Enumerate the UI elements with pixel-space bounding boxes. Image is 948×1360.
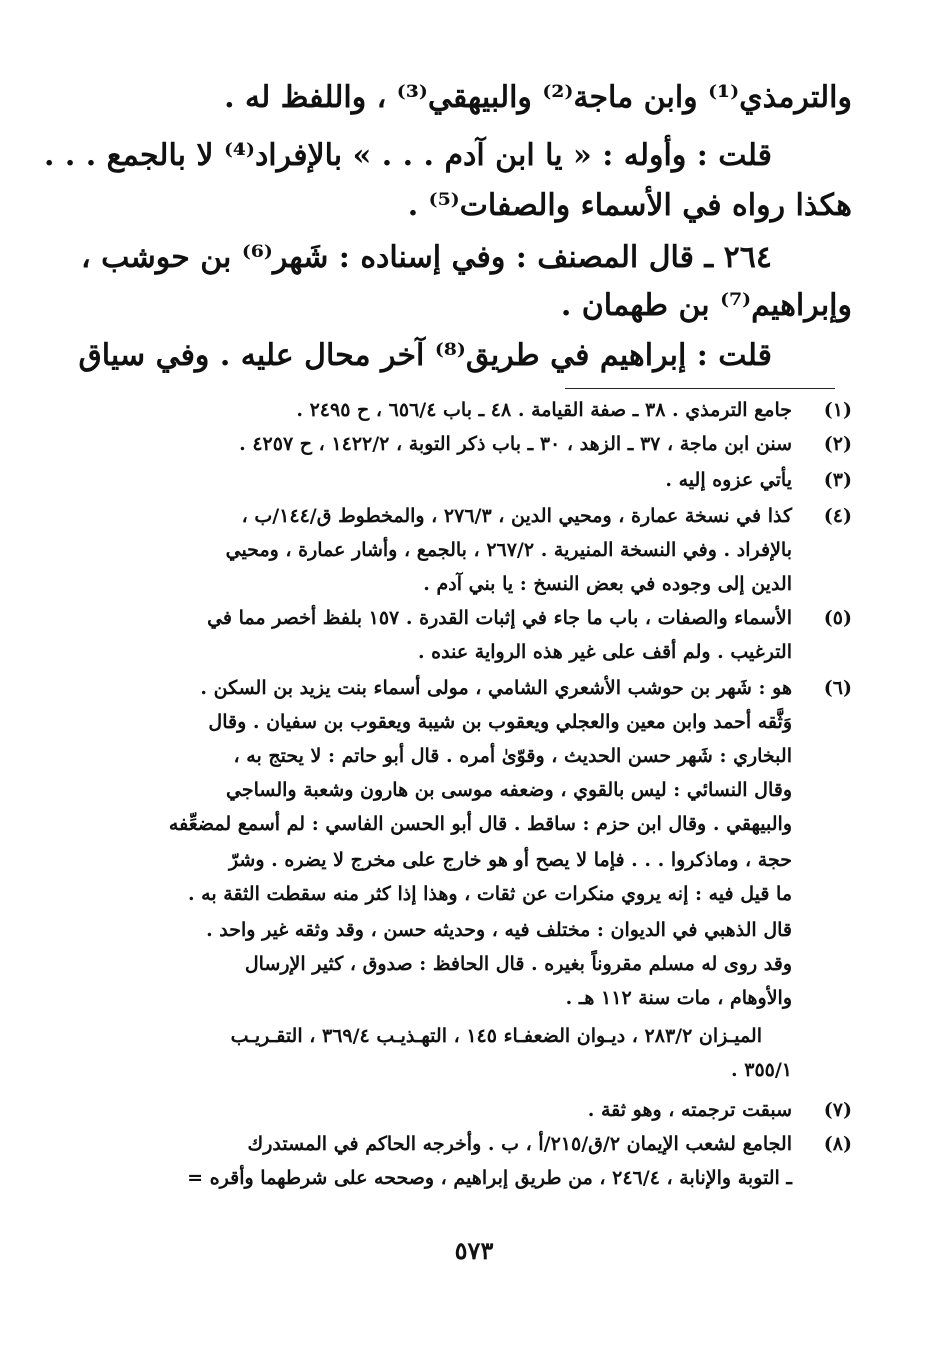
footnote-text: ـ التوبة والإنابة ، ٢٤٦/٤ ، من طريق إبراهيم ، وصححه على شرطهما وأقره =: [187, 1167, 792, 1189]
footnote-text: وقال النسائي : ليس بالقوي ، وضعفه موسى بن هارون وشعبة والساجي: [226, 779, 792, 801]
footnote-text: وقد روى له مسلم مقروناً بغيره . قال الحافظ : صدوق ، كثير الإرسال: [244, 953, 792, 975]
footnote-text: وَثَّقه أحمد وابن معين والعجلي ويعقوب بن شيبة ويعقوب بن سفيان . وقال: [208, 711, 792, 733]
footnote-text: سبقت ترجمته ، وهو ثقة .: [587, 1099, 792, 1121]
footnote-number: (٨): [823, 1133, 852, 1155]
main-line-3: هكذا رواه في الأسماء والصفات⁽⁵⁾ .: [407, 188, 852, 223]
footnote-number: (٥): [823, 607, 852, 629]
main-line-2: قلت : وأوله : « يا ابن آدم . . . » بالإفراد⁽⁴⁾ لا بالجمع . . .: [43, 138, 772, 173]
page-number: ٥٧٣: [454, 1236, 494, 1265]
footnote-text: بالإفراد . وفي النسخة المنيرية . ٢٦٧/٢ ، بالجمع ، وأشار عمارة ، ومحيي: [225, 539, 792, 561]
main-line-5: وإبراهيم⁽⁷⁾ بن طهمان .: [560, 288, 852, 323]
footnote-number: (٧): [823, 1099, 852, 1121]
footnote-text: الأسماء والصفات ، باب ما جاء في إثبات القدرة . ١٥٧ بلفظ أخصر مما في: [207, 607, 792, 629]
footnote-text: حجة ، وماذكروا . . . فإما لا يصح أو هو خارج على مخرج لا يضره . وشرّ: [228, 849, 792, 871]
footnote-text: سنن ابن ماجة ، ٣٧ ـ الزهد ، ٣٠ ـ باب ذكر التوبة ، ١٤٢٢/٢ ، ح ٤٢٥٧ .: [239, 433, 792, 455]
footnote-number: (٣): [823, 469, 852, 491]
main-line-1: والترمذي⁽¹⁾ وابن ماجة⁽²⁾ والبيهقي⁽³⁾ ، واللفظ له .: [224, 80, 852, 115]
footnote-text: الدين إلى وجوده في بعض النسخ : يا بني آدم .: [423, 573, 792, 595]
footnote-text: والبيهقي . وقال ابن حزم : ساقط . قال أبو الحسن الفاسي : لم أسمع لمضعِّفه: [168, 813, 792, 835]
main-line-6: قلت : إبراهيم في طريق⁽⁸⁾ آخر محال عليه . وفي سياق: [78, 338, 772, 373]
footnote-text: البخاري : شَهر حسن الحديث ، وقوّىٰ أمره . قال أبو حاتم : لا يحتج به ،: [233, 745, 792, 767]
footnote-number: (٤): [823, 505, 852, 527]
footnote-text: ما قيل فيه : إنه يروي منكرات عن ثقات ، وهذا إذا كثر منه سقطت الثقة به .: [187, 883, 792, 905]
footnote-text: جامع الترمذي . ٣٨ ـ صفة القيامة . ٤٨ ـ باب ٦٥٦/٤ ، ح ٢٤٩٥ .: [296, 399, 792, 421]
footnote-number: (٦): [823, 677, 852, 699]
footnote-text: الجامع لشعب الإيمان ٢/ق/٢١٥/أ ، ب . وأخرجه الحاكم في المستدرك: [247, 1133, 792, 1155]
footnote-text: كذا في نسخة عمارة ، ومحيي الدين ، ٢٧٦/٣ ، والمخطوط ق/١٤٤/ب ،: [241, 505, 792, 527]
footnote-text: هو : شَهر بن حوشب الأشعري الشامي ، مولى أسماء بنت يزيد بن السكن .: [200, 677, 792, 699]
footnote-text: الترغيب . ولم أقف على غير هذه الرواية عنده .: [417, 641, 792, 663]
footnote-text: الميـزان ٢٨٣/٢ ، ديـوان الضعفـاء ١٤٥ ، التهـذيـب ٣٦٩/٤ ، التقـريـب: [230, 1025, 762, 1047]
footnote-separator: [565, 388, 835, 389]
footnote-text: قال الذهبي في الديوان : مختلف فيه ، وحديثه حسن ، وقد وثقه غير واحد .: [206, 919, 792, 941]
footnote-text: ٣٥٥/١ .: [731, 1059, 792, 1081]
footnote-text: يأتي عزوه إليه .: [665, 469, 792, 491]
footnote-text: والأوهام ، مات سنة ١١٢ هـ .: [565, 987, 792, 1009]
footnote-number: (٢): [823, 433, 852, 455]
footnote-number: (١): [823, 399, 852, 421]
main-line-4: ٢٦٤ ـ قال المصنف : وفي إسناده : شَهر⁽⁶⁾ بن حوشب ،: [80, 240, 772, 275]
